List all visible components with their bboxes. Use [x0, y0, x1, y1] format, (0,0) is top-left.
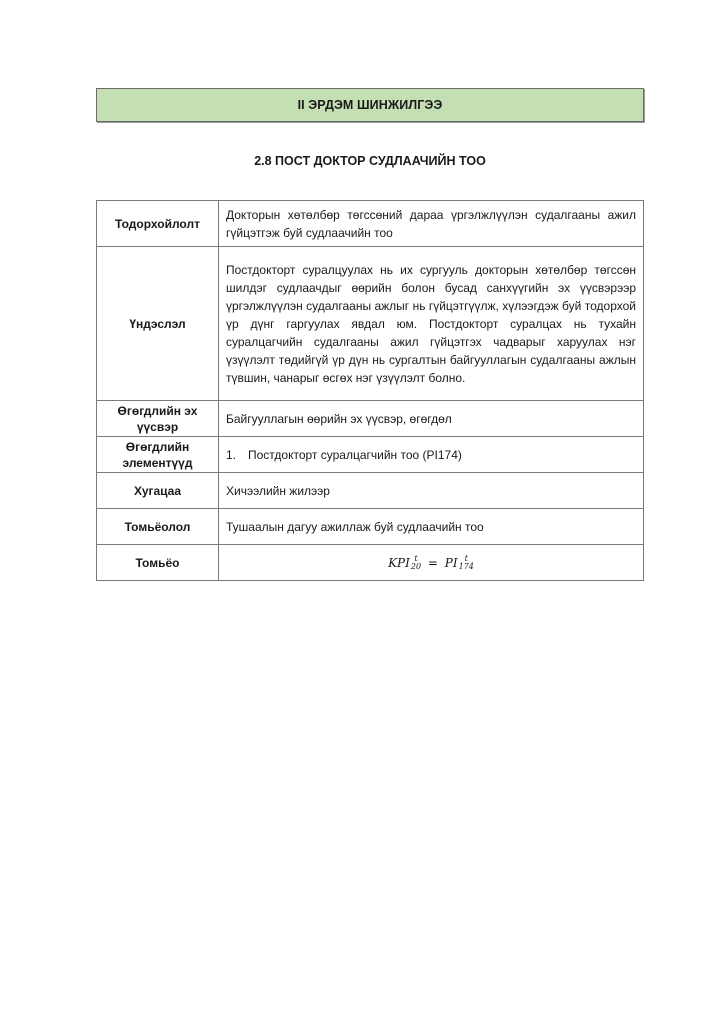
- row-label: Томьёо: [97, 545, 219, 581]
- formula-rhs-base: PI: [444, 555, 458, 570]
- table-row-formulation: [97, 509, 644, 545]
- row-value: [219, 437, 644, 473]
- table-row-data-source: [97, 401, 644, 437]
- kpi-definition-table: [96, 200, 644, 581]
- row-label: Өгөгдлийн элементүүд: [97, 437, 219, 473]
- row-value: Хичээлийн жилээр: [219, 473, 644, 509]
- row-label: Тодорхойлолт: [97, 201, 219, 247]
- subsection-title: 2.8 ПОСТ ДОКТОР СУДЛААЧИЙН ТОО: [254, 154, 486, 168]
- table-row-period: [97, 473, 644, 509]
- section-banner: II ЭРДЭМ ШИНЖИЛГЭЭ: [96, 88, 644, 122]
- row-value: Тушаалын дагуу ажиллаж буй судлаачийн тоо: [219, 509, 644, 545]
- row-label: Үндэслэл: [97, 247, 219, 401]
- row-value: Докторын хөтөлбөр төгссөний дараа үргэлжлүүлэн судалгааны ажил гүйцэтгэж буй судлаачийн тоо: [219, 201, 644, 247]
- formula-lhs-sub: 20: [410, 562, 422, 571]
- formula-lhs-scripts: [411, 555, 421, 571]
- table-row-formula: [97, 545, 644, 581]
- list-item-text: Постдокторт суралцагчийн тоо (PI174): [248, 447, 462, 462]
- row-label: Томьёолол: [97, 509, 219, 545]
- formula-lhs-sup: t: [414, 554, 418, 563]
- formula-rhs-scripts: [459, 555, 474, 571]
- list-number: 1.: [226, 447, 237, 462]
- row-label: Хугацаа: [97, 473, 219, 509]
- table-row-data-elements: [97, 437, 644, 473]
- formula-rhs-sub: 174: [458, 562, 474, 571]
- formula-lhs-base: KPI: [388, 555, 410, 570]
- row-value: Постдокторт суралцуулах нь их сургууль докторын хөтөлбөр төгссөн шилдэг судлаачдыг өөрийн болон бусад санхүүгийн эх үүсвэрээр үргэлжлүүлэн судалгааны ажлыг нь гүйцэтгүүлж, хүлээгдэж буй тодорхой үр дүнг гаргуулах явдал юм. Постдокторт суралцах нь тухайн суралцагчийн судалгааны ажил гүйцэтгэх чадварыг харуулах нэг үзүүлэлт төдийгүй үр дүн нь сургалтын байгууллагын судалгааны ажлын түвшин, чанарыг өсгөх нэг үзүүлэлт болно.: [219, 247, 644, 401]
- formula: [219, 545, 644, 581]
- table-row-definition: [97, 201, 644, 247]
- row-label: Өгөгдлийн эх үүсвэр: [97, 401, 219, 437]
- row-value: Байгууллагын өөрийн эх үүсвэр, өгөгдөл: [219, 401, 644, 437]
- table-row-rationale: [97, 247, 644, 401]
- formula-rhs-sup: t: [464, 554, 468, 563]
- formula-equals: =: [427, 555, 438, 570]
